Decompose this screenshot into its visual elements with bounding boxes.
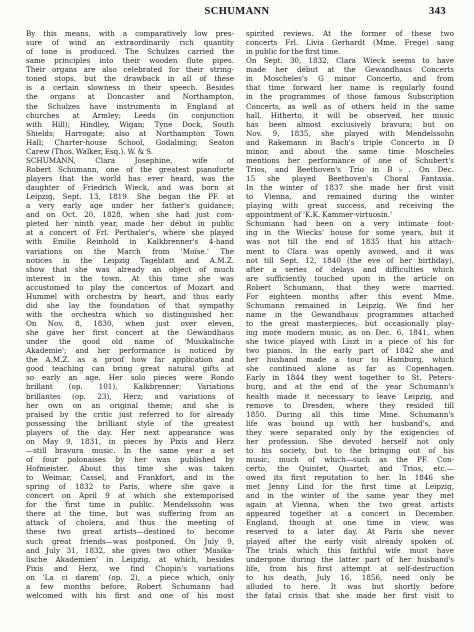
text-line: two pianos. In the early part of 1842 she and (246, 346, 454, 356)
text-line: music, much of which—such as the PF. Con- (246, 454, 454, 464)
text-line: the A.M.Z. as a proof how far application and (26, 355, 234, 365)
text-line: the Schulzes have instruments in England at (26, 101, 234, 111)
text-line: a very early age under her father's guidance; (26, 201, 234, 211)
text-line: ment to Clara was openly avowed, and it was (246, 246, 454, 256)
text-line: after a series of delays and difficulties which (246, 264, 454, 274)
text-line: players that the world has ever heard, was the (26, 174, 234, 183)
text-line: such great friends—was postponed. On July 9, (26, 536, 234, 546)
text-line: Akademie'; and her performance is noticed by (26, 346, 234, 356)
text-line: life was bound up with her husband's, and (246, 418, 454, 428)
text-line: under the good old name of 'Musikalische (26, 337, 234, 347)
text-line: Nov. 9, 1835, she played with Mendelssohn (246, 128, 454, 138)
text-line: concert on April 9 at which she extemporised (26, 491, 234, 501)
text-line: burg, and at the end of the year Schumann's (246, 382, 454, 392)
text-line: Robert Schumann, one of the greatest pianoforte (26, 164, 234, 174)
text-line: again at Vienna, when the two great artists (246, 500, 454, 510)
text-line: and July 31, 1832, she gives two other 'Musika- (26, 545, 234, 555)
text-line: undergone during the latter part of her husband's (246, 554, 454, 564)
text-line: health made it necessary to leave Leipzig, and (246, 391, 454, 401)
text-line: Hall; Charter-house School, Godalming; Seaton (26, 137, 234, 147)
text-line: 1850. During all this time Mme. Schumann's (246, 409, 454, 419)
text-line: lische Akademien' in Leipzig, at which, besides (26, 554, 234, 564)
text-line: for the first time in public. Mendelssohn was (26, 500, 234, 510)
text-line: at a concert of Frl. Perthaler's, where she played (26, 228, 234, 238)
text-line: played after the early visit already spoken of. (246, 536, 454, 546)
text-line: with the orchestra which so distinguished her. (26, 309, 234, 319)
text-line: appeared together at a concert in December. (246, 509, 454, 519)
text-line: of four polonaises by her was published by (26, 454, 234, 464)
text-line: on 'La ci darem' (op. 2), a piece which, only (26, 572, 234, 582)
text-line: Schumann remained in Leipzig. We find her (246, 300, 454, 310)
text-line: they were separated only by the exigencies of (246, 427, 454, 437)
text-line: In the winter of 1837 she made her first visit (246, 183, 454, 193)
text-line: so early an age. Her solo pieces were Rondo (26, 373, 234, 383)
text-line: interest in the town. At this time she was (26, 273, 234, 283)
text-line: ing in the Wiecks' house for some years, but it (246, 228, 454, 238)
text-line: On Nov. 8, 1830, when just over eleven, (26, 319, 234, 328)
text-line: Carew (Thos. Walker, Esq.). W. & S. (26, 146, 154, 156)
text-line: met Jenny Lind for the first time at Leipzig, (246, 482, 454, 492)
text-line: toned stops, but the drawback in all of these (26, 74, 234, 84)
text-line: Trios, and Beethoven's Trio in B♭. On Dec. (246, 164, 454, 174)
text-line: Early in 1844 they went together to St. Peters- (246, 373, 454, 383)
text-line: these two great artists—destined to become (26, 527, 234, 537)
text-line: brillantes (op. 23), Herz; and variations of (26, 391, 234, 401)
text-line: there at the time, but was suffering from an (26, 509, 234, 519)
text-line: to Weimar, Cassel, and Frankfort, and in the (26, 473, 234, 483)
text-line: her profession. She devoted herself not only (246, 436, 454, 446)
text-line: Shields; Harrogate; also at Northampton Town (26, 128, 234, 138)
text-line: good teaching can bring great natural gifts at (26, 364, 234, 374)
text-line: show that she was already an object of much (26, 264, 234, 274)
text-line: Their organs are also celebrated for their string- (26, 65, 234, 75)
text-line: and Rakemann in Bach's triple Concerto in D (246, 137, 454, 147)
text-line: spirited reviews. At the former of these two (246, 29, 454, 38)
text-line: her husband made a tour to Hamburg, which (246, 355, 454, 365)
text-line: to his death, July 16, 1856, need only be (246, 572, 454, 582)
text-line: England, though at one time in view, was (246, 518, 454, 528)
text-line: The trials which this faithful wife must have (246, 545, 454, 555)
text-line: concerts Frl. Livia Gerhardt (Mme. Frege) sang (246, 38, 454, 48)
text-line: the organs at Doncaster and Northampton, (26, 92, 234, 102)
text-line: churches at Armley; Leeds (in conjunction (26, 110, 234, 120)
text-line: in the programmes of those famous Subscription (246, 92, 454, 102)
text-line: on May 9, 1831, in pieces by Pixis and Herz (26, 436, 234, 446)
text-line: to Vienna, and remained during the winter (246, 192, 454, 202)
text-line: Hummel with orchestra by heart, and thus early (26, 291, 234, 301)
text-line: she gave her first concert at the Gewandhaus (26, 328, 234, 338)
text-line: ing more modern music, as on Dec. 6, 1841, when (246, 328, 454, 338)
text-line: Robert Schumann, that they were married. (246, 282, 454, 292)
text-line: On Sept. 30, 1832, Clara Wieck seems to have (246, 56, 454, 66)
text-line: variations on the March from 'Moïse.' The (26, 246, 234, 256)
text-line: the fatal crisis that she made her first visit to (246, 590, 454, 600)
text-line: welcomed with his first and one of his most (26, 590, 234, 600)
left-text-column (26, 29, 234, 600)
text-line: players of the day. Her next appearance was (26, 427, 234, 437)
text-line: has been almost exclusively bravura; but on (246, 119, 454, 129)
text-line: pleted her ninth year, made her début in public (26, 219, 234, 229)
text-line: notices in the Leipzig Tageblatt and A.M.Z. (26, 255, 234, 265)
text-line: made her début at the Gewandhaus Concerts (246, 65, 454, 75)
text-line: alluded to here. It was but shortly before (246, 581, 454, 591)
text-line: praised by the critic just referred to for already (26, 409, 234, 419)
text-line: of tone is produced. The Schulzes carried the (26, 47, 234, 57)
text-line: Pixis and Herz, we find Chopin's variations (26, 563, 234, 573)
text-line: playing with great success, and receiving the (246, 201, 454, 211)
running-header-title: SCHUMANN (204, 6, 270, 17)
text-line: to the great masterpieces, but occasionally play- (246, 319, 454, 328)
text-line: not till Sept. 12, 1840 (the eve of her birthday), (246, 255, 454, 265)
text-line: By this means, with a comparatively low pres- (26, 29, 234, 38)
text-line: and on Oct. 20, 1828, when she had just com- (26, 210, 234, 220)
text-line: did she lay the foundation of that sympathy (26, 300, 234, 310)
text-line: is a certain slowness in their speech. Besides (26, 83, 234, 93)
text-line: same principles into their wooden flute pipes. (26, 56, 234, 66)
text-line: are sufficiently touched upon in the article on (246, 273, 454, 283)
text-line: Hofmeister. About this time she was taken (26, 464, 234, 473)
right-text-column (246, 29, 454, 600)
text-line: Concerts, as well as of others held in the same (246, 101, 454, 111)
text-line: she twice played with Liszt in a piece of his for (246, 337, 454, 347)
text-line: certo, the Quintet, Quartet, and Trios, etc.— (246, 464, 454, 473)
text-line: reserved to a later day. At Paris she never (246, 527, 454, 537)
text-line: SCHUMANN, Clara Josephine, wife of (26, 155, 234, 165)
text-line: Schumann had been on a very intimate foot- (246, 219, 454, 229)
text-line: For eighteen months after this event Mme. (246, 291, 454, 301)
text-line: brillant (op. 101), Kalkbrenner; Variations (26, 382, 234, 392)
text-line: she continued alone as far as Copenhagen. (246, 364, 454, 374)
text-line: with Hill); Hindley, Wigan; Tyne Dock, South (26, 119, 234, 129)
text-line: to his society, but to the bringing out of his (246, 445, 454, 455)
text-line: mentions her performance of one of Schubert's (246, 155, 454, 165)
text-line: accustomed to play the concertos of Mozart and (26, 282, 234, 292)
text-line: attack of cholera, and thus the meeting of (26, 518, 234, 528)
text-line: sure of wind an extraordinarily rich quantity (26, 38, 234, 48)
text-line: was not till the end of 1835 that his attach- (246, 237, 454, 247)
text-line: appointment of 'K.K. Kammer-virtuosin.' (246, 210, 393, 220)
text-line: minor, and about the same time Moscheles (246, 146, 454, 156)
text-line: possessing the brilliant style of the greatest (26, 418, 234, 428)
text-line: name in the Gewandhaus programmes attached (246, 309, 454, 319)
text-line: her own on an original theme; and she is (26, 400, 234, 410)
page-number: 343 (429, 6, 446, 17)
text-line: a few months before, Robert Schumann had (26, 581, 234, 591)
text-line: —still bravura music. In the same year a set (26, 445, 234, 455)
text-line: hall. Hitherto, it will be observed, her music (246, 110, 454, 120)
text-line: owed its first reputation to her. In 1846 she (246, 473, 454, 483)
text-line: and in the winter of the same year they met (246, 491, 454, 501)
text-line: 15 she played Beethoven's Choral Fantasia. (246, 174, 454, 183)
text-line: daughter of Friedrich Wieck, and was born at (26, 183, 234, 193)
text-line: life, from his first attempt at self-destruction (246, 563, 454, 573)
text-line: remove to Dresden, where they resided till (246, 400, 454, 410)
text-line: spring of 1832 to Paris, where she gave a (26, 482, 234, 492)
text-line: that time forward her name is regularly found (246, 83, 454, 93)
text-line: with Emilie Reinhold in Kalkbrenner's 4-hand (26, 237, 234, 247)
text-line: Leipzig, Sept. 13, 1819. She began the PF. at (26, 192, 234, 202)
text-line: in public for the first time. (246, 47, 341, 57)
text-line: in Moscheles's G minor Concerto, and from (246, 74, 454, 84)
